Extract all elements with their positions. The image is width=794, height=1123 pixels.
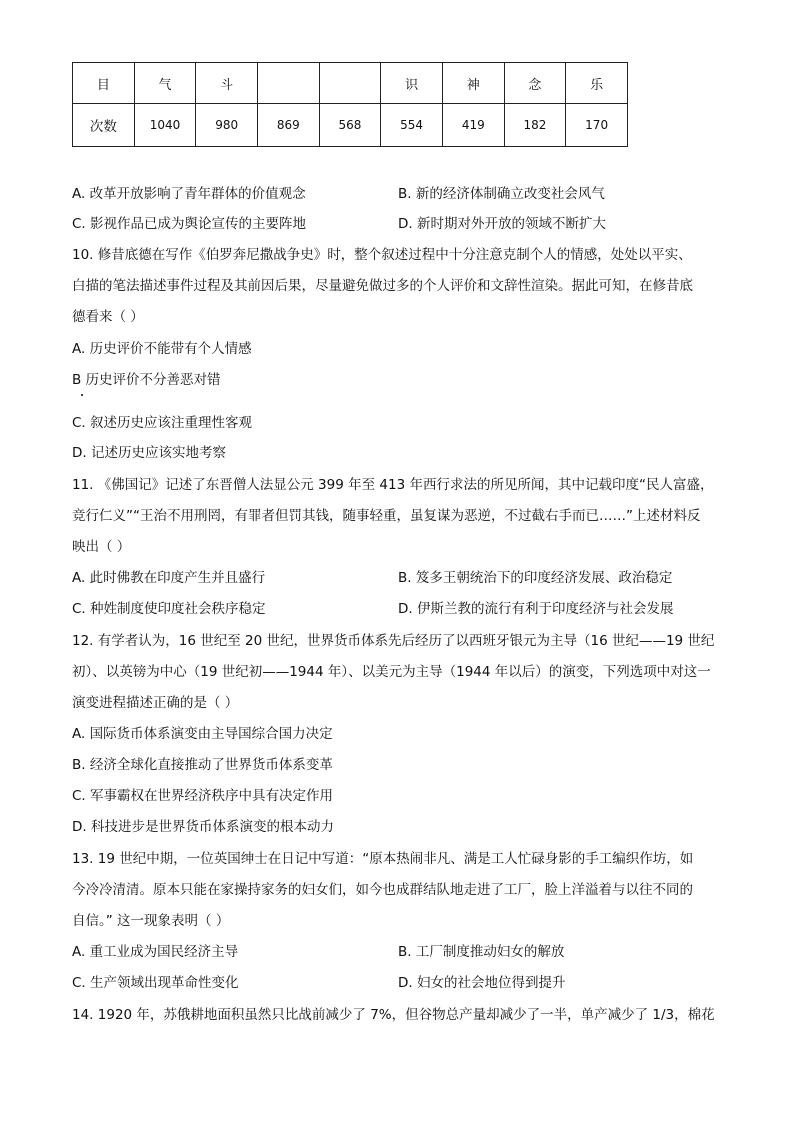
table-cell: 980 (196, 104, 258, 147)
table-cell: 乐 (566, 63, 628, 104)
table-cell: 念 (504, 63, 566, 104)
q13-stem-line-3: 自信。” 这一现象表明（ ） (72, 913, 230, 929)
q11-option-b: B. 笈多王朝统治下的印度经济发展、政治稳定 (398, 570, 673, 586)
q12-option-a: A. 国际货币体系演变由主导国综合国力决定 (72, 726, 333, 742)
table-count-row (73, 104, 628, 147)
q10-option-d: D. 记述历史应该实地考察 (72, 445, 226, 461)
q12-stem-line-1: 12. 有学者认为，16 世纪至 20 世纪，世界货币体系先后经历了以西班牙银元为主导（16 世纪——19 世纪 (72, 633, 715, 649)
table-cell: 419 (442, 104, 504, 147)
q10-option-b: B 历史评价不分善恶对错 (72, 372, 221, 388)
word-frequency-table (72, 62, 628, 147)
table-cell: 182 (504, 104, 566, 147)
table-cell (257, 63, 319, 104)
q10-stem-line-2: 白描的笔法描述事件过程及其前因后果，尽量避免做过多的个人评价和文辞性渲染。据此可知，在修昔底 (72, 278, 693, 294)
table-cell: 识 (381, 63, 443, 104)
q12-stem-line-2: 初）、以英镑为中心（19 世纪初——1944 年）、以美元为主导（1944 年以后）的演变，下列选项中对这一 (72, 664, 711, 680)
q11-option-d: D. 伊斯兰教的流行有利于印度经济与社会发展 (398, 601, 674, 617)
q12-option-d: D. 科技进步是世界货币体系演变的根本动力 (72, 819, 334, 835)
table-cell: 869 (257, 104, 319, 147)
q12-option-c: C. 军事霸权在世界经济秩序中具有决定作用 (72, 788, 334, 804)
q10-option-c: C. 叙述历史应该注重理性客观 (72, 415, 253, 431)
table-cell: 次数 (73, 104, 135, 147)
table-cell: 神 (442, 63, 504, 104)
q11-option-c: C. 种姓制度使印度社会秩序稳定 (72, 601, 266, 617)
q11-stem-line-1: 11. 《佛国记》记述了东晋僧人法显公元 399 年至 413 年西行求法的所见所闻，其中记载印度“民人富盛， (72, 477, 714, 493)
q9-option-c: C. 影视作品已成为舆论宣传的主要阵地 (72, 216, 307, 232)
stray-dot (81, 394, 83, 396)
q9-option-d: D. 新时期对外开放的领域不断扩大 (398, 216, 606, 232)
table-cell: 气 (134, 63, 196, 104)
q9-option-a: A. 改革开放影响了青年群体的价值观念 (72, 186, 306, 202)
table-cell: 568 (319, 104, 381, 147)
q13-stem-line-1: 13. 19 世纪中期，一位英国绅士在日记中写道：“原本热闹非凡、满是工人忙碌身影的手工编织作坊，如 (72, 851, 694, 867)
q9-option-b: B. 新的经济体制确立改变社会风气 (398, 186, 605, 202)
table-cell: 目 (73, 63, 135, 104)
table-cell: 170 (566, 104, 628, 147)
q14-stem-line-1: 14. 1920 年，苏俄耕地面积虽然只比战前减少了 7%，但谷物总产量却减少了一半，单产减少了 1/3，棉花 (72, 1007, 715, 1023)
q13-option-d: D. 妇女的社会地位得到提升 (398, 975, 566, 991)
q10-option-a: A. 历史评价不能带有个人情感 (72, 341, 252, 357)
q10-stem-line-1: 10. 修昔底德在写作《伯罗奔尼撒战争史》时，整个叙述过程中十分注意克制个人的情感，处处以平实、 (72, 247, 692, 263)
q11-option-a: A. 此时佛教在印度产生并且盛行 (72, 570, 266, 586)
table-header-row (73, 63, 628, 104)
q13-option-a: A. 重工业成为国民经济主导 (72, 944, 239, 960)
q13-option-c: C. 生产领域出现革命性变化 (72, 975, 239, 991)
table-cell: 斗 (196, 63, 258, 104)
q10-stem-line-3: 德看来（ ） (72, 309, 144, 325)
q11-stem-line-2: 竞行仁义”“王治不用刑罔，有罪者但罚其钱，随事轻重，虽复谋为恶逆，不过截右手而已……”上述材料反 (72, 508, 701, 524)
table-cell: 1040 (134, 104, 196, 147)
table-cell (319, 63, 381, 104)
table-cell: 554 (381, 104, 443, 147)
q11-stem-line-3: 映出（ ） (72, 539, 131, 555)
q12-stem-line-3: 演变进程描述正确的是（ ） (72, 695, 239, 711)
q13-stem-line-2: 今冷冷清清。原本只能在家操持家务的妇女们，如今也成群结队地走进了工厂，脸上洋溢着与以往不同的 (72, 882, 693, 898)
q13-option-b: B. 工厂制度推动妇女的解放 (398, 944, 565, 960)
q12-option-b: B. 经济全球化直接推动了世界货币体系变革 (72, 757, 333, 773)
